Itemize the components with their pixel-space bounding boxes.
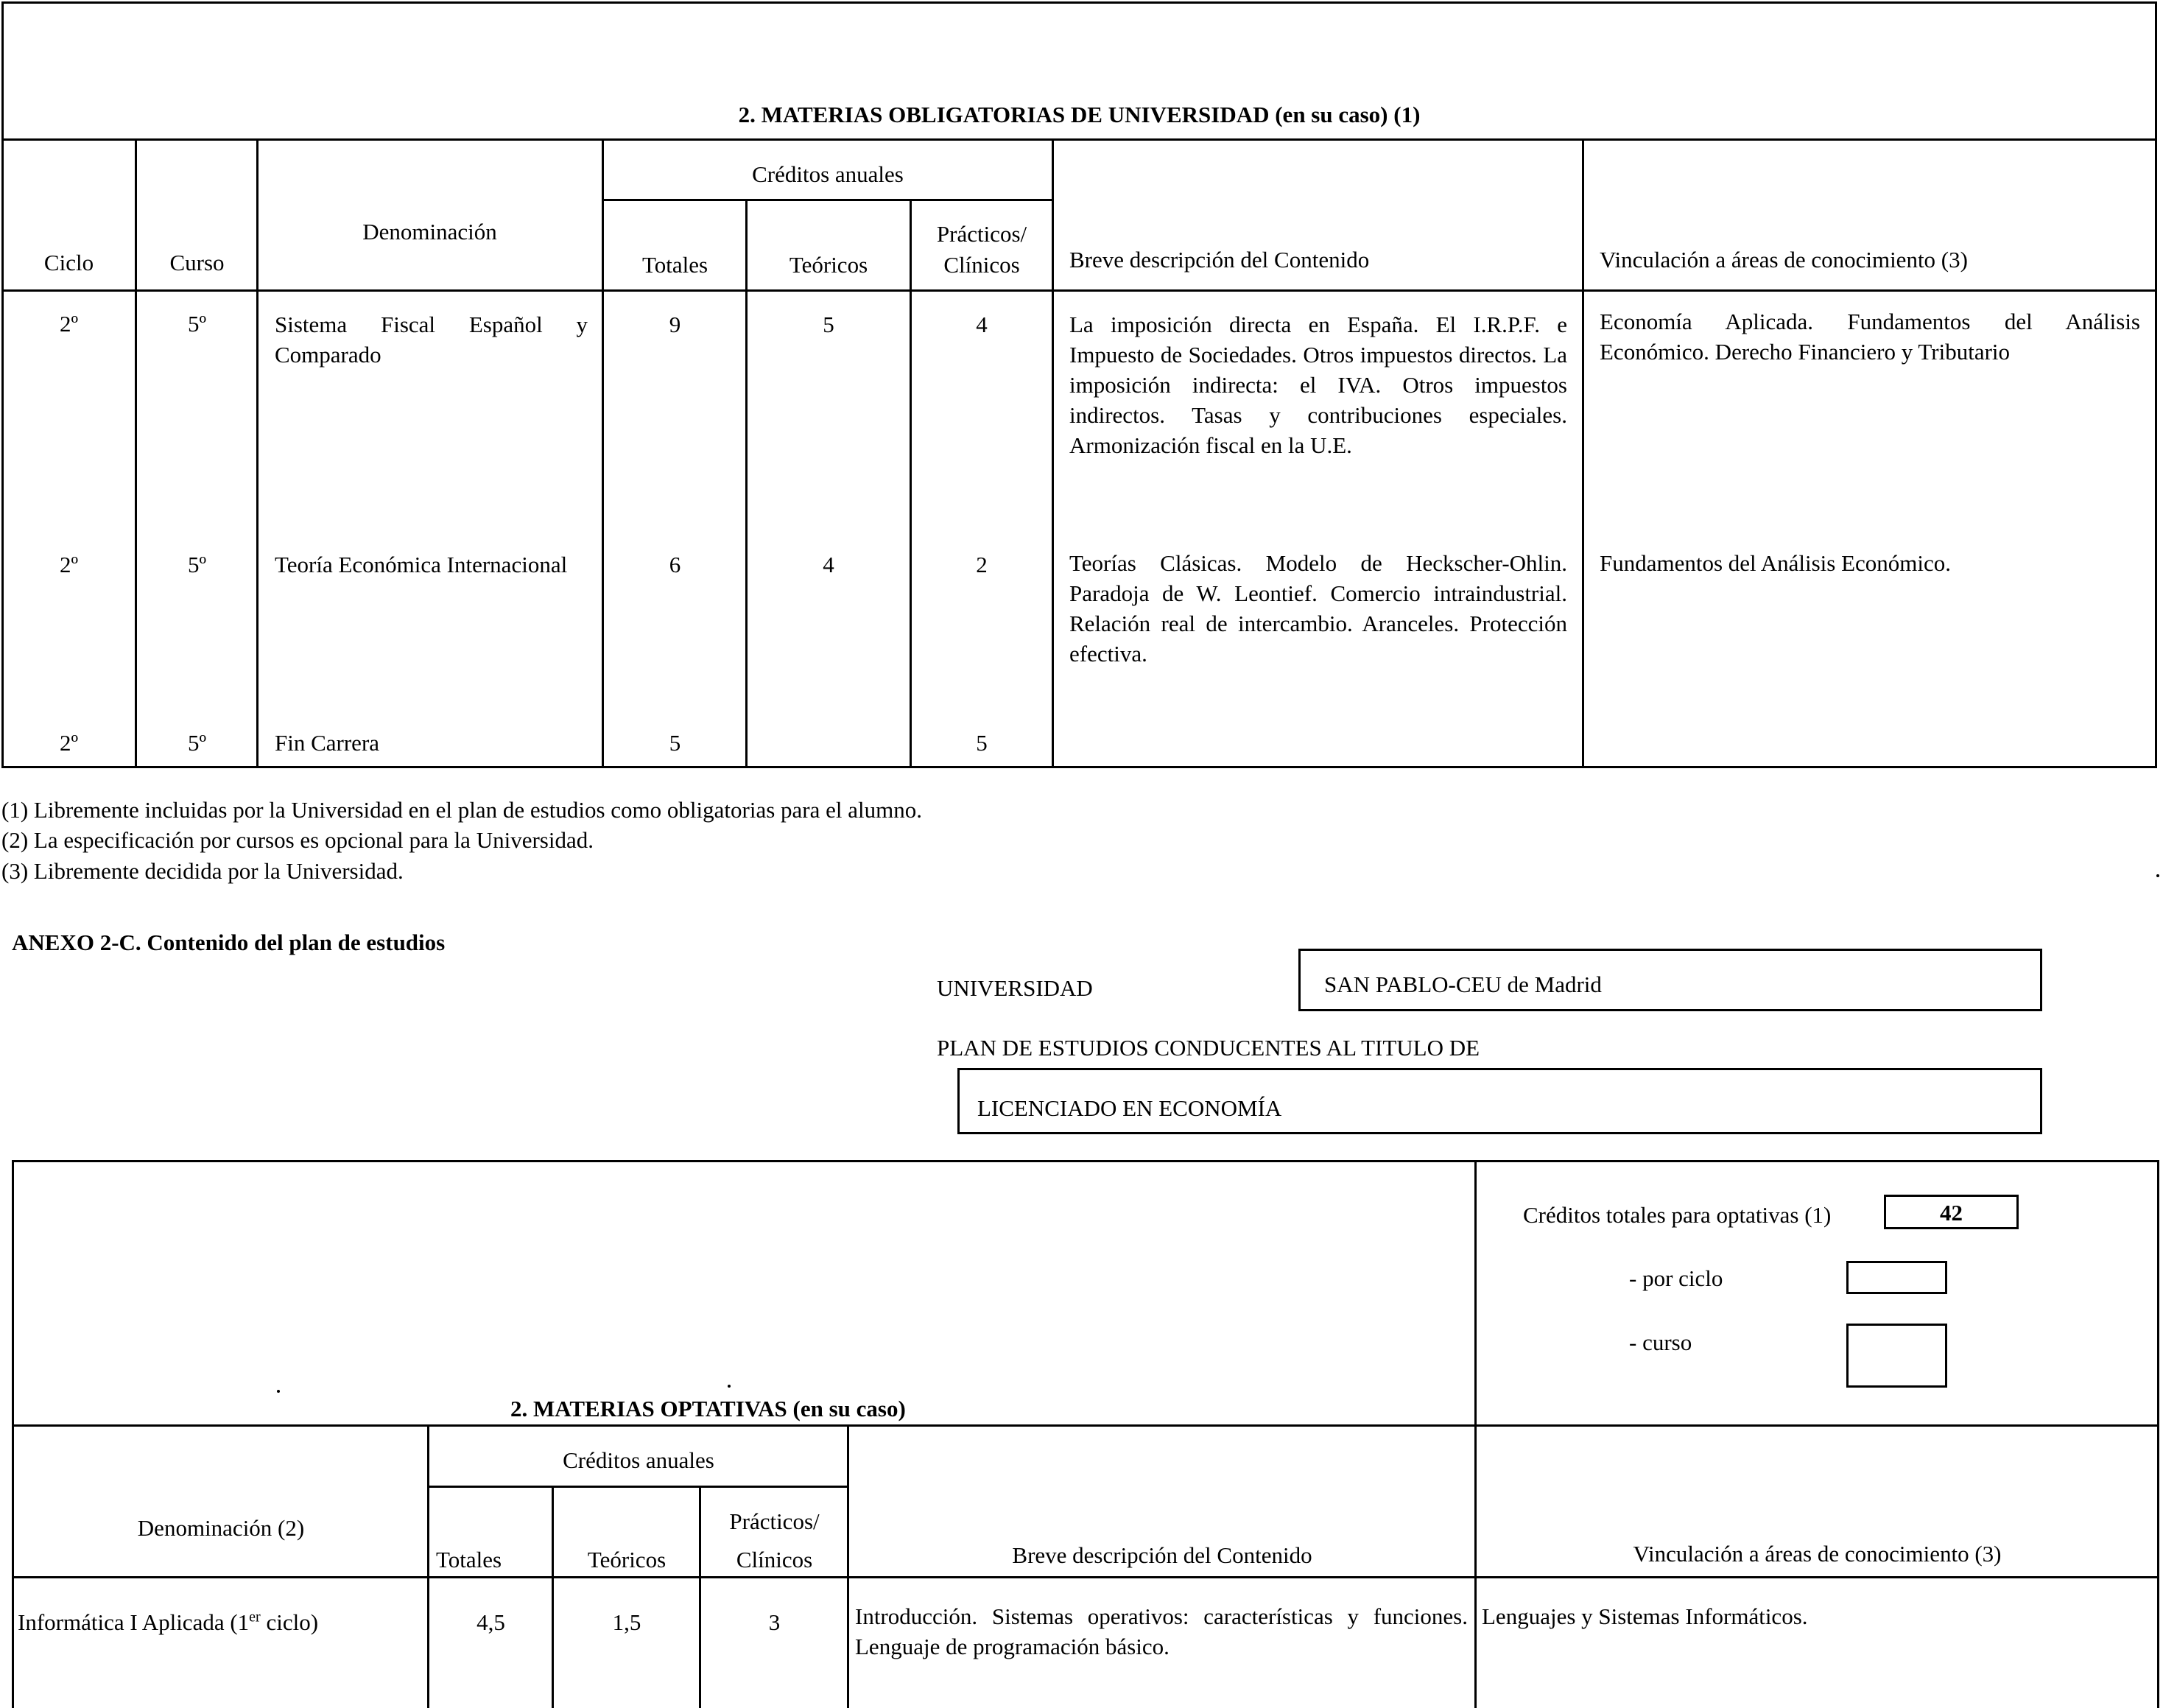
cell-totales: 9 bbox=[669, 312, 681, 337]
cell-curso: 5º bbox=[187, 730, 207, 756]
divider bbox=[1474, 1160, 1477, 1708]
header-creditos-anuales: Créditos anuales bbox=[563, 1447, 714, 1473]
footnote: (3) Libremente decidida por la Universidad. bbox=[1, 858, 404, 884]
cell-totales: 4,5 bbox=[476, 1609, 505, 1635]
cell-descripcion: Introducción. Sistemas operativos: características y funciones. Lenguaje de programación básico. bbox=[855, 1603, 1468, 1659]
divider bbox=[745, 199, 748, 768]
divider bbox=[1, 138, 2157, 141]
divider bbox=[135, 138, 137, 768]
cell-denominacion: Teoría Económica Internacional bbox=[275, 552, 568, 577]
denominacion-text: Informática I Aplicada (1 bbox=[18, 1609, 250, 1635]
creditos-totales-label: Créditos totales para optativas (1) bbox=[1523, 1202, 1832, 1228]
scan-speck bbox=[277, 1390, 280, 1393]
header-vinculacion: Vinculación a áreas de conocimiento (3) bbox=[1600, 247, 1968, 273]
universidad-label: UNIVERSIDAD bbox=[937, 975, 1093, 1001]
divider bbox=[602, 199, 1052, 201]
cell-vinculacion: Fundamentos del Análisis Económico. bbox=[1600, 550, 1952, 576]
divider bbox=[12, 1424, 2159, 1427]
cell-practicos: 2 bbox=[976, 552, 988, 577]
cell-vinculacion: Economía Aplicada. Fundamentos del Análisis Económico. Derecho Financiero y Tributario bbox=[1600, 309, 2140, 365]
scan-speck bbox=[2156, 874, 2159, 877]
header-denominacion: Denominación (2) bbox=[137, 1515, 305, 1541]
divider bbox=[552, 1486, 554, 1708]
cell-practicos: 3 bbox=[768, 1609, 781, 1635]
divider bbox=[12, 1576, 2159, 1578]
header-clinicos: Clínicos bbox=[736, 1547, 813, 1572]
titulo-field bbox=[957, 1068, 2042, 1134]
cell-teoricos: 5 bbox=[823, 312, 834, 337]
denominacion-text: ciclo) bbox=[260, 1609, 319, 1635]
universidad-field bbox=[1298, 949, 2042, 1011]
divider bbox=[910, 199, 912, 768]
cell-descripcion: La imposición directa en España. El I.R.P.F. e Impuesto de Sociedades. Otros impuestos directos. La imposición indirecta: el IVA. Otros impuestos indirectos. Tasas y contribuciones especiales. Armonización fiscal en la U.E. bbox=[1069, 312, 1567, 458]
divider bbox=[12, 1160, 14, 1708]
cell-curso: 5º bbox=[187, 552, 207, 577]
curso-label: - curso bbox=[1629, 1329, 1692, 1355]
table-title: 2. MATERIAS OPTATIVAS (en su caso) bbox=[510, 1396, 906, 1421]
plan-label: PLAN DE ESTUDIOS CONDUCENTES AL TITULO DE bbox=[937, 1035, 1480, 1061]
cell-practicos: 4 bbox=[976, 312, 988, 337]
header-descripcion: Breve descripción del Contenido bbox=[1069, 247, 1370, 273]
cell-totales: 5 bbox=[669, 730, 681, 756]
cell-ciclo: 2º bbox=[59, 311, 79, 337]
divider bbox=[427, 1486, 849, 1488]
scan-speck bbox=[728, 1385, 731, 1388]
cell-descripcion: Teorías Clásicas. Modelo de Heckscher-Ohlin. Paradoja de W. Leontief. Comercio intraindustrial. Relación real de intercambio. Aranceles. Protección efectiva. bbox=[1069, 550, 1567, 667]
footnote: (2) La especificación por cursos es opcional para la Universidad. bbox=[1, 827, 594, 853]
divider bbox=[12, 1160, 2159, 1162]
header-vinculacion: Vinculación a áreas de conocimiento (3) bbox=[1633, 1541, 2002, 1567]
divider bbox=[1, 289, 2157, 292]
universidad-value: SAN PABLO-CEU de Madrid bbox=[1324, 971, 1602, 997]
divider bbox=[2157, 1160, 2159, 1708]
header-curso: Curso bbox=[169, 250, 225, 275]
anexo-heading: ANEXO 2-C. Contenido del plan de estudios bbox=[12, 929, 446, 955]
cell-totales: 6 bbox=[669, 552, 681, 577]
cell-vinculacion: Lenguajes y Sistemas Informáticos. bbox=[1482, 1603, 1808, 1629]
curso-box bbox=[1846, 1324, 1947, 1388]
ordinal-superscript: er bbox=[249, 1609, 261, 1626]
header-denominacion: Denominación bbox=[362, 219, 497, 245]
cell-teoricos: 4 bbox=[823, 552, 834, 577]
header-totales: Totales bbox=[641, 252, 708, 278]
creditos-totales-value: 42 bbox=[1940, 1200, 1963, 1226]
table-title: 2. MATERIAS OBLIGATORIAS DE UNIVERSIDAD (en su caso) (1) bbox=[738, 102, 1421, 127]
header-descripcion: Breve descripción del Contenido bbox=[1012, 1542, 1312, 1568]
footnote: (1) Libremente incluidas por la Universidad en el plan de estudios como obligatorias para el alumno. bbox=[1, 797, 922, 823]
divider bbox=[602, 138, 604, 768]
cell-denominacion: Fin Carrera bbox=[275, 730, 380, 756]
header-totales: Totales bbox=[436, 1547, 502, 1572]
header-creditos-anuales: Créditos anuales bbox=[752, 161, 904, 187]
cell-denominacion bbox=[18, 1608, 318, 1638]
por-ciclo-label: - por ciclo bbox=[1629, 1265, 1723, 1291]
titulo-value: LICENCIADO EN ECONOMÍA bbox=[977, 1095, 1282, 1121]
creditos-totales-box bbox=[1884, 1195, 2019, 1229]
cell-teoricos: 1,5 bbox=[612, 1609, 641, 1635]
cell-ciclo: 2º bbox=[59, 730, 79, 756]
header-teoricos: Teóricos bbox=[789, 252, 868, 278]
header-clinicos: Clínicos bbox=[943, 252, 1020, 278]
header-practicos: Prácticos/ bbox=[729, 1508, 820, 1534]
header-ciclo: Ciclo bbox=[43, 250, 94, 275]
cell-practicos: 5 bbox=[976, 730, 988, 756]
cell-curso: 5º bbox=[187, 311, 207, 337]
cell-denominacion: Sistema Fiscal Español y Comparado bbox=[275, 312, 588, 368]
header-teoricos: Teóricos bbox=[587, 1547, 667, 1572]
divider bbox=[1582, 138, 1584, 768]
cell-ciclo: 2º bbox=[59, 552, 79, 577]
header-practicos: Prácticos/ bbox=[936, 221, 1027, 247]
por-ciclo-box bbox=[1846, 1261, 1947, 1294]
